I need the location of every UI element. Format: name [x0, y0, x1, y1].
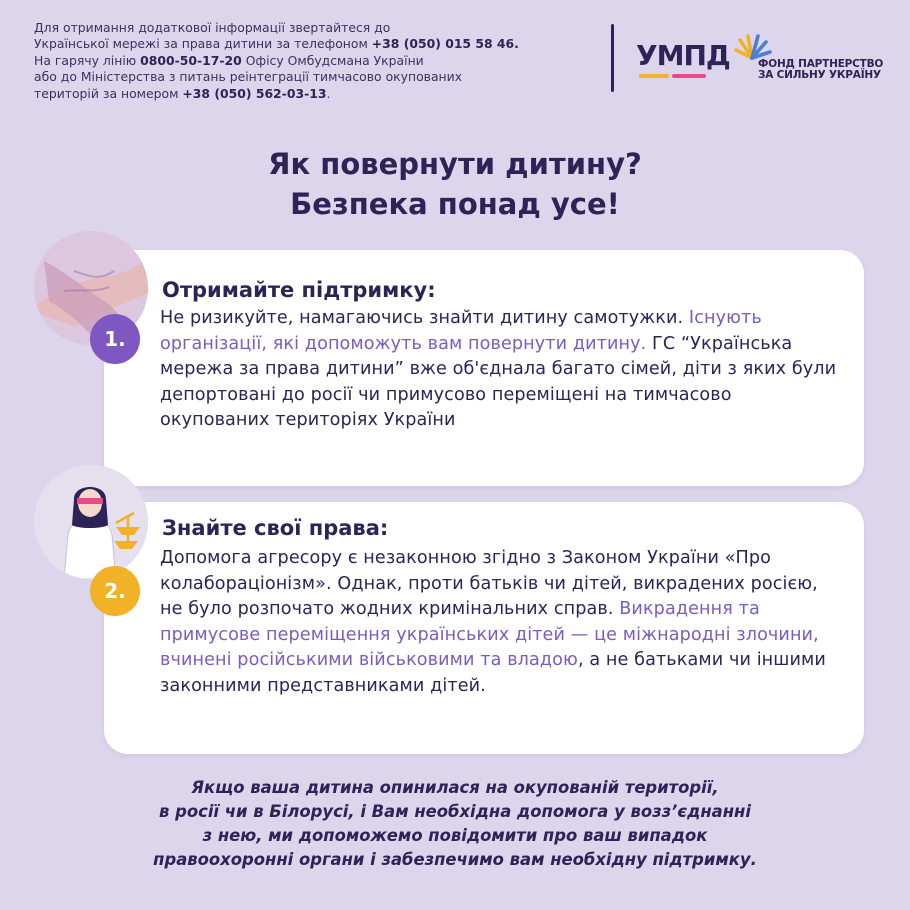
contact-line-2: Української мережі за права дитини за телефоном +38 (050) 015 58 46. — [34, 36, 519, 52]
umpd-logo-underline-yellow — [639, 74, 669, 78]
fund-logo — [730, 32, 890, 82]
header-divider — [611, 24, 614, 92]
umpd-logo-text: УМПД — [636, 39, 730, 72]
title-line-1: Як повернути дитину? — [268, 147, 642, 181]
lady-justice-illustration-icon — [34, 465, 148, 579]
contact-line-4: або до Міністерства з питань реінтеграції тимчасово окупованих — [34, 69, 463, 85]
card-body: Допомога агресору є незаконною згідно з Законом України «Про колабораціонізм». Однак, проти батьків чи дітей, викрадених росією, не було розпочато жодних кримінальних справ. Викрадення та примусове переміщення українських дітей — це міжнародні злочини, вчинені російськими військовими та владою, а не батьками чи іншими законними представниками дітей. — [160, 548, 826, 696]
info-card-rights — [104, 502, 864, 754]
info-card-support — [104, 250, 864, 486]
contact-line-3: На гарячу лінію 0800-50-17-20 Офісу Омбудсмана України — [34, 52, 424, 68]
fund-logo-text: ФОНД ПАРТНЕРСТВО ЗА СИЛЬНУ УКРАЇНУ — [758, 58, 884, 81]
contact-line-1: Для отримання додаткової інформації звертайтеся до — [34, 20, 391, 35]
phone-hotline: 0800-50-17-20 — [140, 52, 242, 68]
phone-ministry: +38 (050) 562-03-13 — [182, 85, 327, 101]
page-title — [0, 144, 910, 224]
highlight-text: Існують організації, які допоможуть вам повернути дитину. — [160, 308, 762, 354]
contact-info — [34, 20, 604, 102]
step-number-badge: 2. — [90, 566, 140, 616]
phone-network: +38 (050) 015 58 46. — [371, 36, 519, 52]
footer-message: Якщо ваша дитина опинилася на окупованій території, в росії чи в Білорусі, і Вам необхідна допомога у возз’єднанні з нею, ми допоможемо повідомити про ваш випадок правоохоронні органи і забезпечимо вам необхідну підтримку. — [153, 778, 757, 869]
card-heading: Отримайте підтримку: — [162, 278, 436, 302]
card-body: Не ризикуйте, намагаючись знайти дитину самотужки. Існують організації, які допоможуть вам повернути дитину. ГС “Українська мережа за права дитини” вже об'єднала багато сімей, діти з яких були депортовані до росії чи примусово переміщені на тимчасово окупованих територіях України — [160, 308, 837, 431]
step-number-badge: 1. — [90, 314, 140, 364]
umpd-logo — [636, 36, 730, 82]
contact-line-5: територій за номером +38 (050) 562-03-13. — [34, 85, 331, 101]
title-line-2: Безпека понад усе! — [290, 187, 620, 221]
highlight-text: Викрадення та примусове переміщення українських дітей — це міжнародні злочини, вчинені російськими військовими та владою — [160, 599, 819, 671]
card-heading: Знайте свої права: — [162, 516, 389, 540]
umpd-logo-underline-pink — [672, 74, 706, 78]
